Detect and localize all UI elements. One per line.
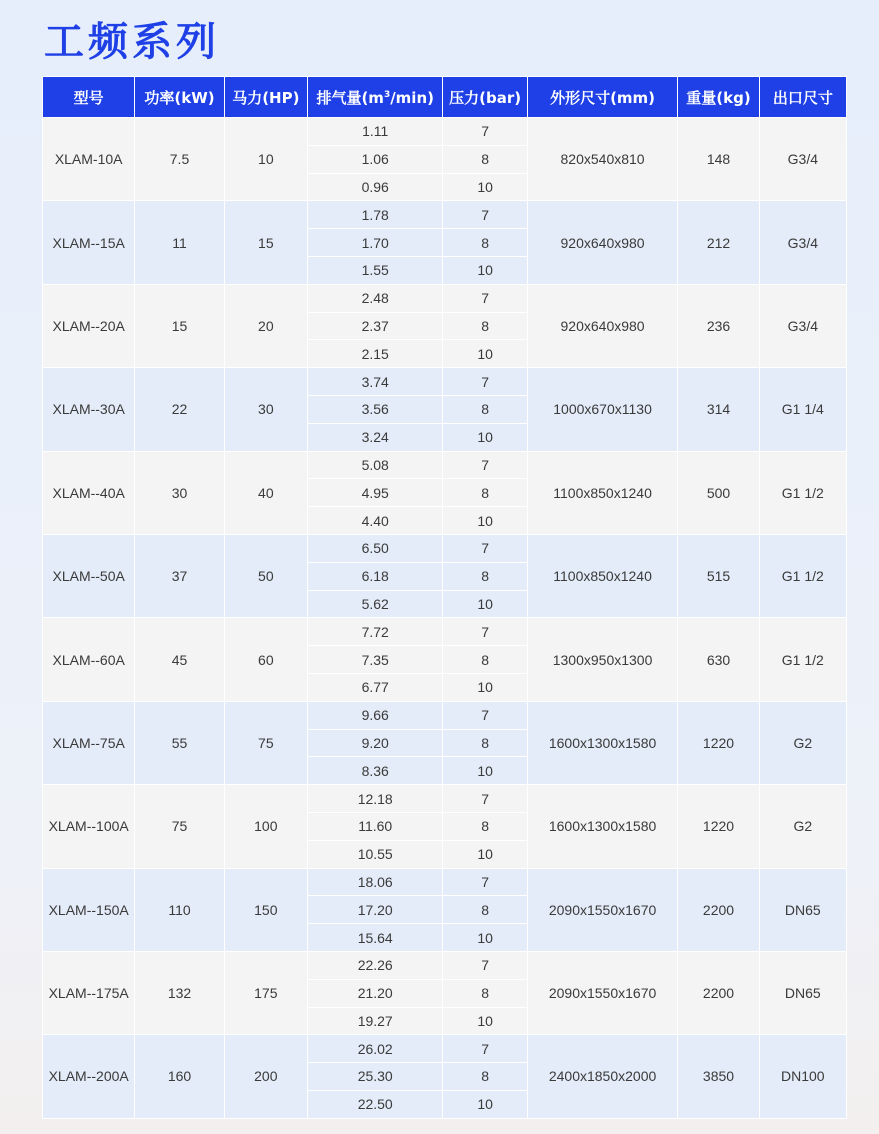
flow-cell: 1.11 [308, 118, 443, 145]
pressure-cell: 7 [443, 285, 526, 312]
header-outlet: 出口尺寸 [760, 77, 846, 117]
weight-cell: 515 [678, 535, 758, 617]
outlet-cell: G2 [760, 785, 846, 867]
dimensions-cell: 820x540x810 [528, 118, 678, 200]
power-cell: 37 [135, 535, 223, 617]
flow-cell: 26.02 [308, 1035, 443, 1062]
power-cell: 15 [135, 285, 223, 367]
power-cell: 11 [135, 201, 223, 283]
pressure-cell: 8 [443, 646, 526, 673]
flow-cell: 1.55 [308, 257, 443, 284]
weight-cell: 1220 [678, 702, 758, 784]
hp-cell: 15 [225, 201, 307, 283]
flow-cell: 6.77 [308, 674, 443, 701]
flow-cell: 18.06 [308, 869, 443, 896]
model-cell: XLAM--40A [43, 452, 134, 534]
outlet-cell: G2 [760, 702, 846, 784]
flow-cell: 2.37 [308, 313, 443, 340]
table-row [43, 201, 846, 228]
pressure-cell: 8 [443, 229, 526, 256]
pressure-cell: 7 [443, 201, 526, 228]
power-cell: 22 [135, 368, 223, 450]
dimensions-cell: 1600x1300x1580 [528, 702, 678, 784]
header-flow-sup: 3 [383, 89, 391, 100]
dimensions-cell: 920x640x980 [528, 285, 678, 367]
header-power: 功率(kW) [135, 77, 223, 117]
outlet-cell: G1 1/4 [760, 368, 846, 450]
hp-cell: 40 [225, 452, 307, 534]
weight-cell: 500 [678, 452, 758, 534]
pressure-cell: 7 [443, 618, 526, 645]
flow-cell: 1.70 [308, 229, 443, 256]
table-row [43, 702, 846, 729]
header-hp: 马力(HP) [225, 77, 307, 117]
hp-cell: 200 [225, 1035, 307, 1117]
hp-cell: 30 [225, 368, 307, 450]
outlet-cell: G3/4 [760, 201, 846, 283]
weight-cell: 212 [678, 201, 758, 283]
flow-cell: 8.36 [308, 757, 443, 784]
table-body [43, 118, 846, 1118]
table-row [43, 869, 846, 896]
flow-cell: 6.50 [308, 535, 443, 562]
model-cell: XLAM-10A [43, 118, 134, 200]
flow-cell: 0.96 [308, 174, 443, 201]
model-cell: XLAM--100A [43, 785, 134, 867]
pressure-cell: 7 [443, 118, 526, 145]
flow-cell: 1.78 [308, 201, 443, 228]
hp-cell: 50 [225, 535, 307, 617]
power-cell: 110 [135, 869, 223, 951]
flow-cell: 2.48 [308, 285, 443, 312]
weight-cell: 148 [678, 118, 758, 200]
weight-cell: 2200 [678, 869, 758, 951]
pressure-cell: 7 [443, 702, 526, 729]
pressure-cell: 10 [443, 257, 526, 284]
flow-cell: 12.18 [308, 785, 443, 812]
pressure-cell: 10 [443, 507, 526, 534]
header-flow-suffix: /min) [390, 88, 434, 107]
outlet-cell: G1 1/2 [760, 452, 846, 534]
weight-cell: 630 [678, 618, 758, 700]
flow-cell: 5.08 [308, 452, 443, 479]
spec-table [42, 76, 847, 1119]
table-row [43, 118, 846, 145]
outlet-cell: G3/4 [760, 118, 846, 200]
model-cell: XLAM--200A [43, 1035, 134, 1117]
model-cell: XLAM--20A [43, 285, 134, 367]
model-cell: XLAM--60A [43, 618, 134, 700]
pressure-cell: 10 [443, 757, 526, 784]
model-cell: XLAM--50A [43, 535, 134, 617]
hp-cell: 75 [225, 702, 307, 784]
hp-cell: 100 [225, 785, 307, 867]
table-row [43, 368, 846, 395]
flow-cell: 4.95 [308, 479, 443, 506]
table-row [43, 952, 846, 979]
flow-cell: 7.35 [308, 646, 443, 673]
pressure-cell: 8 [443, 896, 526, 923]
dimensions-cell: 920x640x980 [528, 201, 678, 283]
pressure-cell: 8 [443, 813, 526, 840]
model-cell: XLAM--175A [43, 952, 134, 1034]
pressure-cell: 7 [443, 368, 526, 395]
outlet-cell: G1 1/2 [760, 535, 846, 617]
pressure-cell: 10 [443, 1008, 526, 1035]
flow-cell: 4.40 [308, 507, 443, 534]
flow-cell: 3.74 [308, 368, 443, 395]
pressure-cell: 10 [443, 674, 526, 701]
flow-cell: 9.20 [308, 730, 443, 757]
pressure-cell: 8 [443, 396, 526, 423]
pressure-cell: 7 [443, 452, 526, 479]
flow-cell: 17.20 [308, 896, 443, 923]
flow-cell: 10.55 [308, 841, 443, 868]
pressure-cell: 10 [443, 340, 526, 367]
flow-cell: 15.64 [308, 924, 443, 951]
table-row [43, 1035, 846, 1062]
hp-cell: 20 [225, 285, 307, 367]
header-pressure: 压力(bar) [443, 77, 526, 117]
dimensions-cell: 1000x670x1130 [528, 368, 678, 450]
weight-cell: 1220 [678, 785, 758, 867]
flow-cell: 19.27 [308, 1008, 443, 1035]
power-cell: 45 [135, 618, 223, 700]
pressure-cell: 8 [443, 563, 526, 590]
outlet-cell: DN100 [760, 1035, 846, 1117]
hp-cell: 175 [225, 952, 307, 1034]
dimensions-cell: 1300x950x1300 [528, 618, 678, 700]
table-row [43, 785, 846, 812]
hp-cell: 150 [225, 869, 307, 951]
flow-cell: 11.60 [308, 813, 443, 840]
pressure-cell: 10 [443, 841, 526, 868]
header-flow [308, 77, 443, 117]
model-cell: XLAM--30A [43, 368, 134, 450]
header-row [43, 77, 846, 117]
pressure-cell: 7 [443, 1035, 526, 1062]
header-weight: 重量(kg) [678, 77, 758, 117]
hp-cell: 10 [225, 118, 307, 200]
flow-cell: 21.20 [308, 980, 443, 1007]
weight-cell: 314 [678, 368, 758, 450]
power-cell: 75 [135, 785, 223, 867]
dimensions-cell: 2090x1550x1670 [528, 952, 678, 1034]
flow-cell: 2.15 [308, 340, 443, 367]
power-cell: 160 [135, 1035, 223, 1117]
table-row [43, 452, 846, 479]
flow-cell: 3.56 [308, 396, 443, 423]
pressure-cell: 8 [443, 313, 526, 340]
weight-cell: 236 [678, 285, 758, 367]
power-cell: 7.5 [135, 118, 223, 200]
flow-cell: 9.66 [308, 702, 443, 729]
outlet-cell: DN65 [760, 952, 846, 1034]
pressure-cell: 10 [443, 591, 526, 618]
model-cell: XLAM--15A [43, 201, 134, 283]
header-dimensions: 外形尺寸(mm) [528, 77, 678, 117]
model-cell: XLAM--150A [43, 869, 134, 951]
flow-cell: 3.24 [308, 424, 443, 451]
model-cell: XLAM--75A [43, 702, 134, 784]
outlet-cell: G3/4 [760, 285, 846, 367]
table-row [43, 618, 846, 645]
pressure-cell: 10 [443, 1091, 526, 1118]
flow-cell: 22.26 [308, 952, 443, 979]
pressure-cell: 10 [443, 424, 526, 451]
weight-cell: 3850 [678, 1035, 758, 1117]
table-row [43, 285, 846, 312]
flow-cell: 7.72 [308, 618, 443, 645]
dimensions-cell: 1600x1300x1580 [528, 785, 678, 867]
flow-cell: 1.06 [308, 146, 443, 173]
pressure-cell: 8 [443, 980, 526, 1007]
pressure-cell: 10 [443, 924, 526, 951]
flow-cell: 6.18 [308, 563, 443, 590]
pressure-cell: 10 [443, 174, 526, 201]
power-cell: 132 [135, 952, 223, 1034]
pressure-cell: 8 [443, 146, 526, 173]
pressure-cell: 8 [443, 730, 526, 757]
pressure-cell: 8 [443, 1063, 526, 1090]
dimensions-cell: 1100x850x1240 [528, 535, 678, 617]
page-title: 工频系列 [44, 19, 220, 65]
pressure-cell: 7 [443, 869, 526, 896]
pressure-cell: 7 [443, 785, 526, 812]
header-flow-prefix: 排气量(m [316, 88, 384, 107]
flow-cell: 25.30 [308, 1063, 443, 1090]
pressure-cell: 7 [443, 535, 526, 562]
power-cell: 55 [135, 702, 223, 784]
weight-cell: 2200 [678, 952, 758, 1034]
outlet-cell: DN65 [760, 869, 846, 951]
dimensions-cell: 2090x1550x1670 [528, 869, 678, 951]
dimensions-cell: 2400x1850x2000 [528, 1035, 678, 1117]
flow-cell: 5.62 [308, 591, 443, 618]
header-model: 型号 [43, 77, 134, 117]
outlet-cell: G1 1/2 [760, 618, 846, 700]
table-row [43, 535, 846, 562]
pressure-cell: 7 [443, 952, 526, 979]
flow-cell: 22.50 [308, 1091, 443, 1118]
hp-cell: 60 [225, 618, 307, 700]
dimensions-cell: 1100x850x1240 [528, 452, 678, 534]
pressure-cell: 8 [443, 479, 526, 506]
power-cell: 30 [135, 452, 223, 534]
